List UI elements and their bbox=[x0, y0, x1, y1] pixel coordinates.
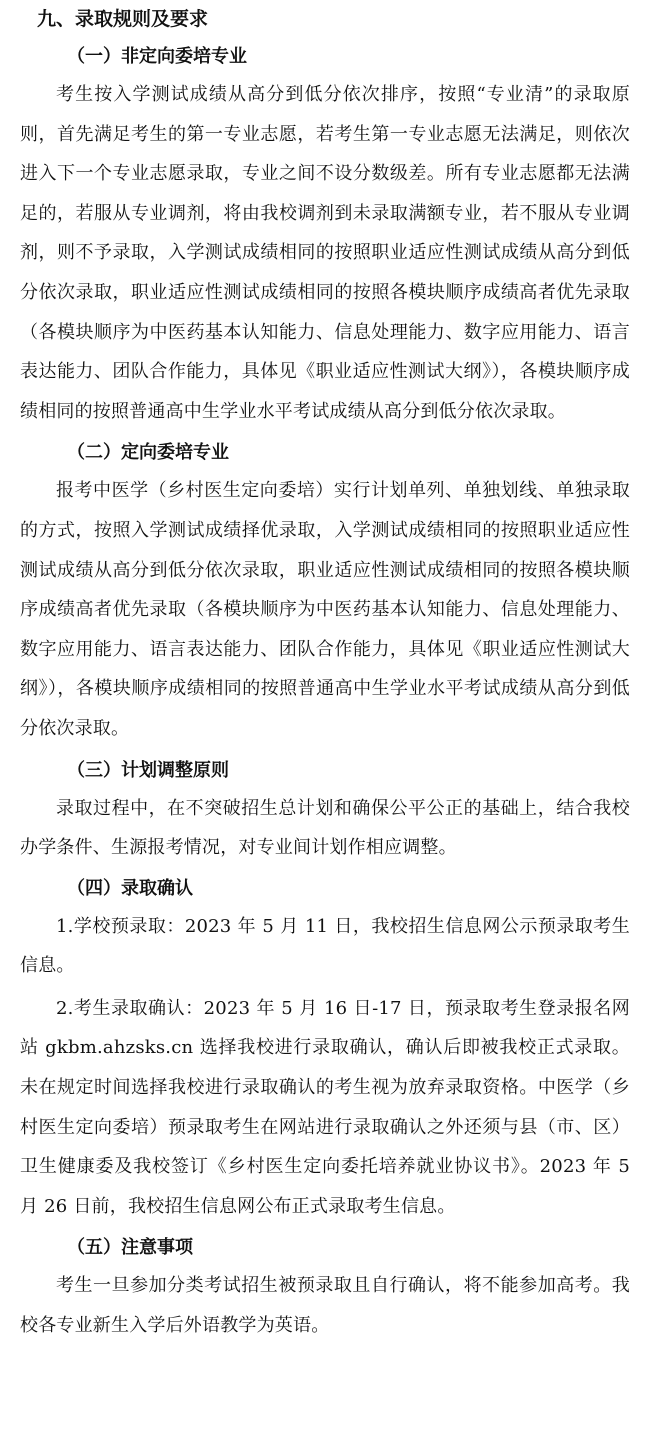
subsection-heading-notes: （五）注意事项 bbox=[67, 1237, 193, 1259]
subsection-heading-directed: （二）定向委培专业 bbox=[67, 442, 229, 464]
subsection-heading-non-directed: （一）非定向委培专业 bbox=[67, 46, 247, 67]
paragraph-admission-confirmation: 2.考生录取确认：2023 年 5 月 16 日-17 日，预录取考生登录报名网站 gkbm.ahzsks.cn 选择我校进行录取确认，确认后即被我校正式录取。未在规定时间选择我校进行录取确认的考生视为放弃录取资格。中医学（乡村医生定向委培）预录取考生在网站进行录取确认之外还须与县（市、区）卫生健康委及我校签订《乡村医生定向委托培养就业协议书》。2023 年 5 月 26 日前，我校招生信息网公布正式录取考生信息。 bbox=[20, 997, 630, 1217]
paragraph-non-directed-rules: 考生按入学测试成绩从高分到低分依次排序，按照“专业清”的录取原则，首先满足考生的第一专业志愿，若考生第一专业志愿无法满足，则依次进入下一个专业志愿录取，专业之间不设分数级差。所有专业志愿都无法满足的，若服从专业调剂，将由我校调剂到未录取满额专业，若不服从专业调剂，则不予录取，入学测试成绩相同的按照职业适应性测试成绩从高分到低分依次录取，职业适应性测试成绩相同的按照各模块顺序成绩高者优先录取（各模块顺序为中医药基本认知能力、信息处理能力、数字应用能力、语言表达能力、团队合作能力，具体见《职业适应性测试大纲》），各模块顺序成绩相同的按照普通高中生学业水平考试成绩从高分到低分依次录取。 bbox=[20, 84, 630, 422]
paragraph-plan-adjustment: 录取过程中，在不突破招生总计划和确保公平公正的基础上，结合我校办学条件、生源报考情况，对专业间计划作相应调整。 bbox=[20, 797, 630, 859]
paragraph-pre-admission: 1.学校预录取：2023 年 5 月 11 日，我校招生信息网公示预录取考生信息。 bbox=[20, 915, 630, 977]
subsection-heading-plan-adjustment: （三）计划调整原则 bbox=[67, 759, 229, 781]
subsection-heading-admission-confirmation: （四）录取确认 bbox=[67, 877, 193, 899]
paragraph-notes: 考生一旦参加分类考试招生被预录取且自行确认，将不能参加高考。我校各专业新生入学后外语教学为英语。 bbox=[20, 1275, 630, 1337]
document-page bbox=[20, 3, 630, 1350]
section-title: 九、录取规则及要求 bbox=[37, 8, 209, 30]
paragraph-directed-rules: 报考中医学（乡村医生定向委培）实行计划单列、单独划线、单独录取的方式，按照入学测试成绩择优录取，入学测试成绩相同的按照职业适应性测试成绩从高分到低分依次录取，职业适应性测试成绩相同的按照各模块顺序成绩高者优先录取（各模块顺序为中医药基本认知能力、信息处理能力、数字应用能力、语言表达能力、团队合作能力，具体见《职业适应性测试大纲》），各模块顺序成绩相同的按照普通高中生学业水平考试成绩从高分到低分依次录取。 bbox=[20, 480, 630, 739]
